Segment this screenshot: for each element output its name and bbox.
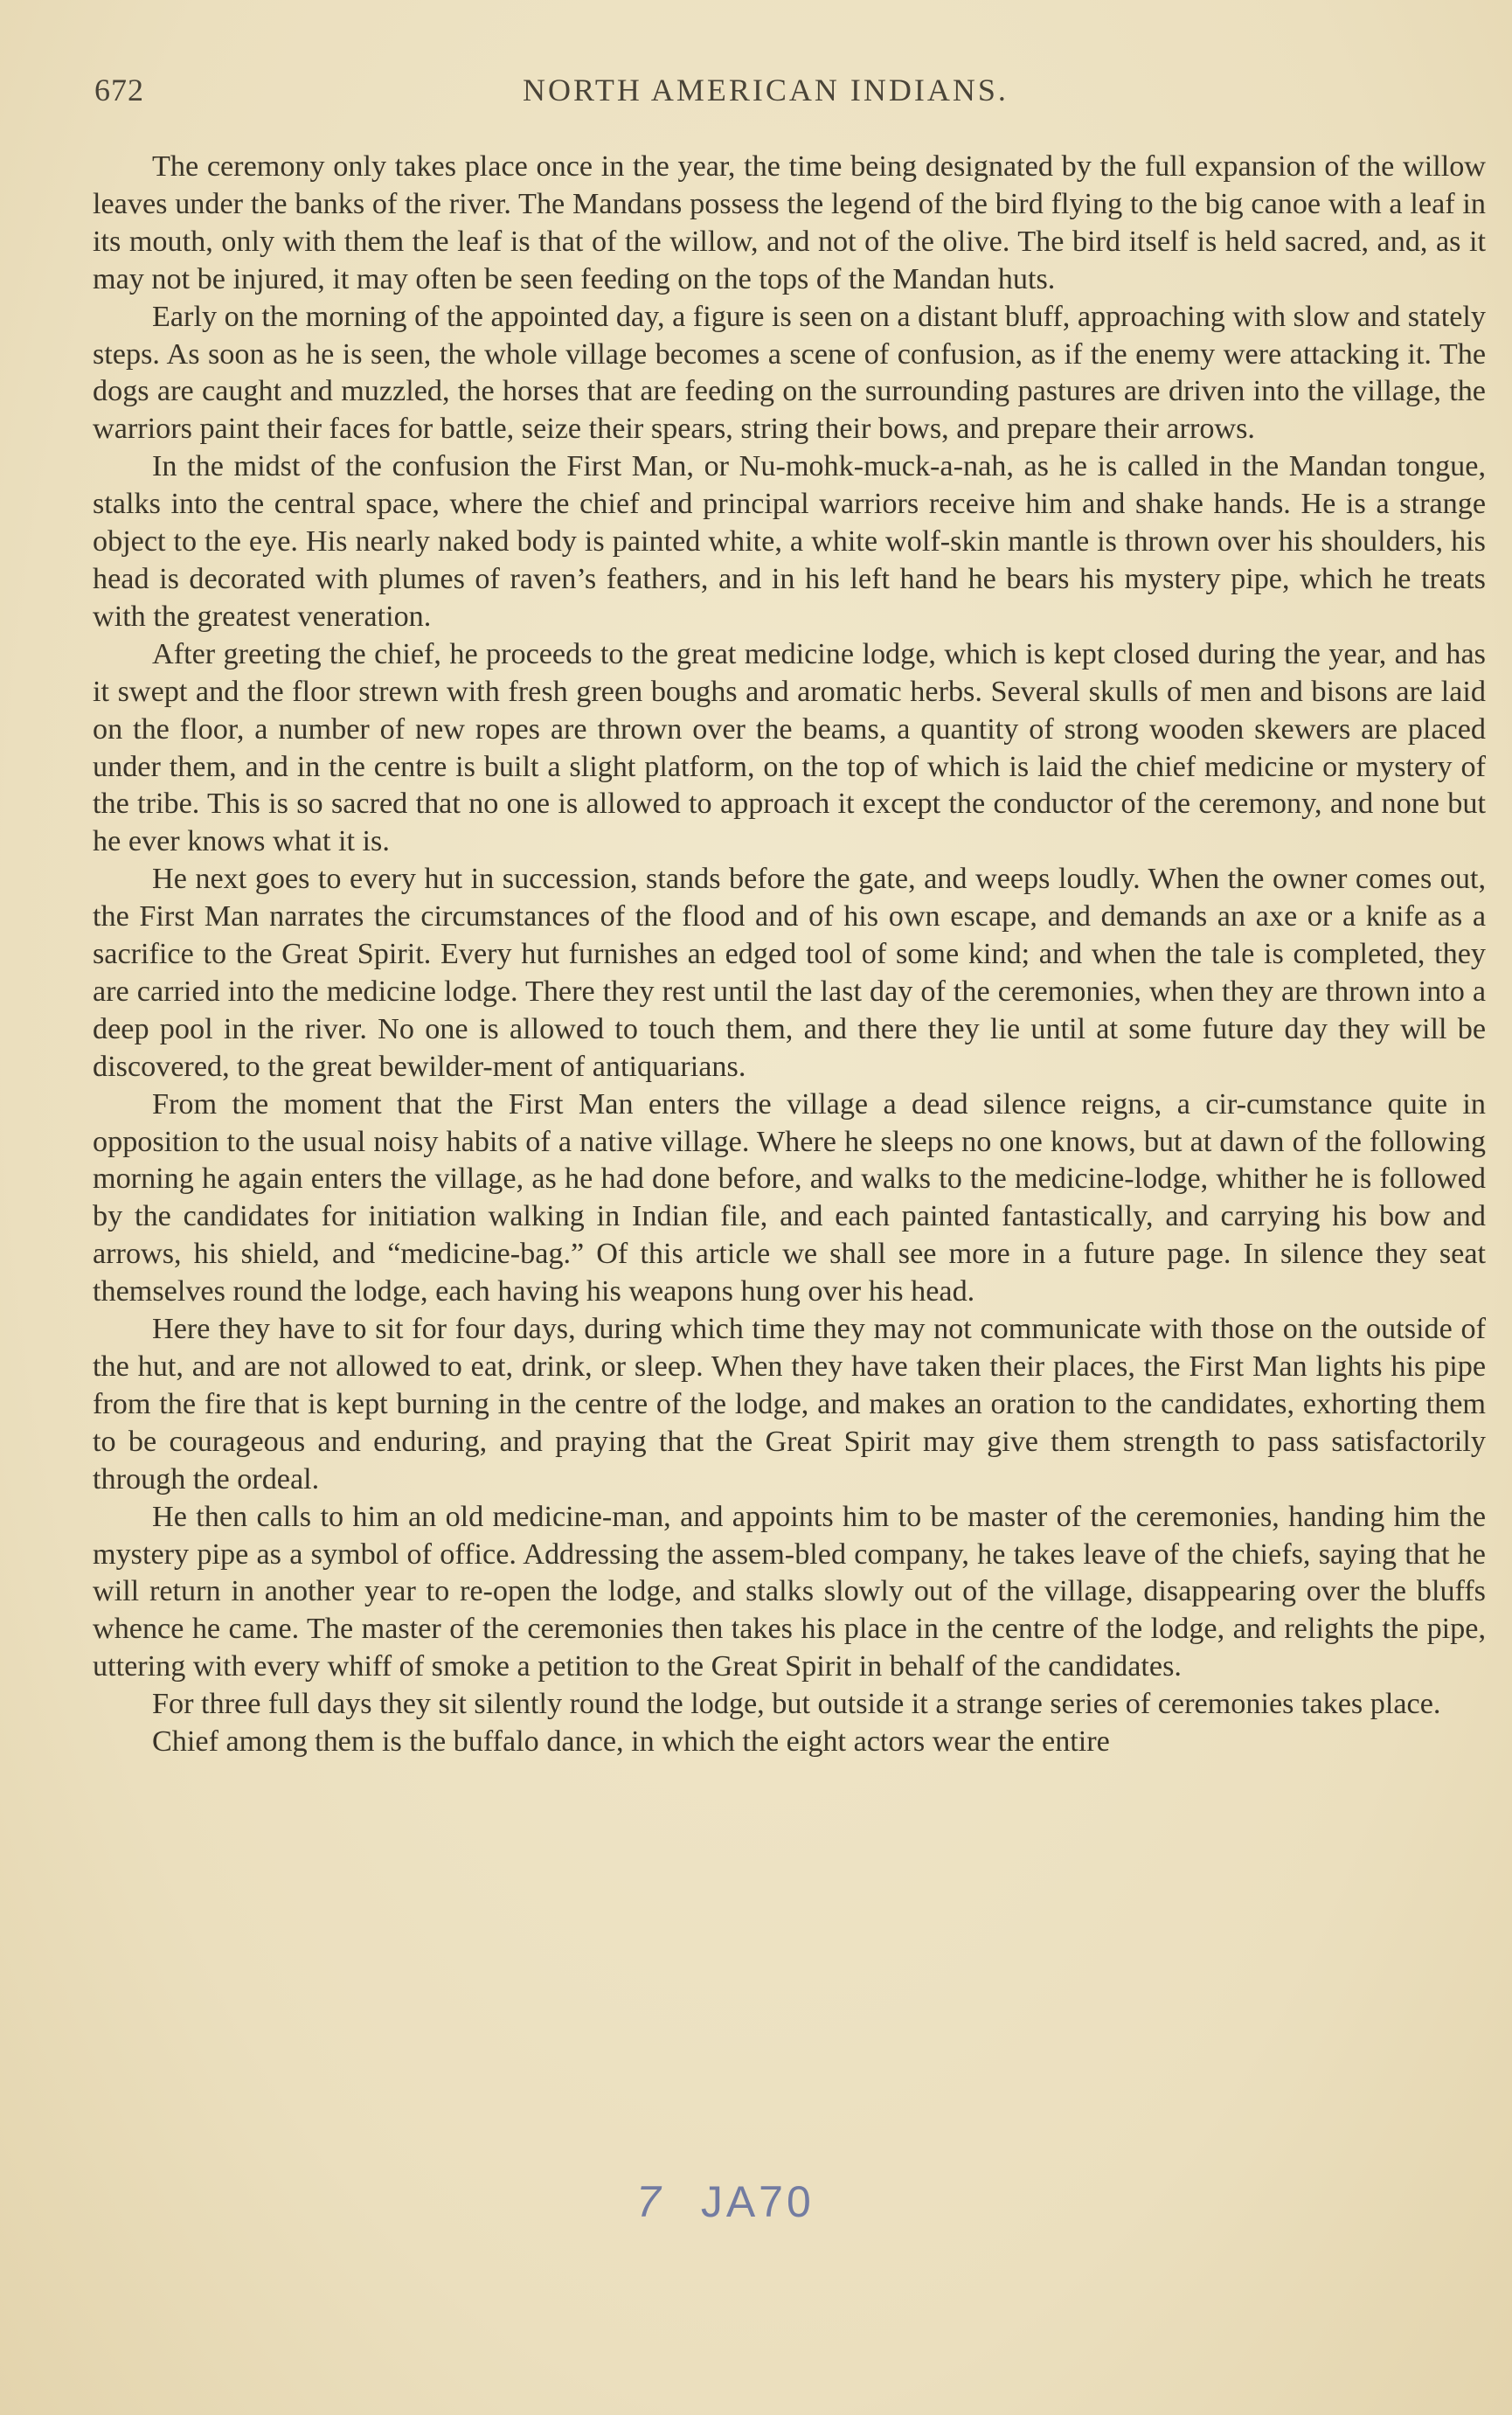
paragraph: From the moment that the First Man enters the village a dead silence reigns, a cir-cumstance quite in opposition to the usual noisy habits of a native village. Where he sleeps no one knows, but at dawn of the following morning he again enters the village, as he had done before, and walks to the medicine-lodge, whither he is followed by the candidates for initiation walking in Indian file, and each painted fantastically, and carrying his bow and arrows, his shield, and “medicine-bag.” Of this article we shall see more in a future page. In silence they seat themselves round the lodge, each having his weapons hung over his head. [93, 1087, 1486, 1308]
paragraph: Early on the morning of the appointed day, a figure is seen on a distant bluff, approaching with slow and stately steps. As soon as he is seen, the whole village becomes a scene of confusion, as if the enemy were attacking it. The dogs are caught and muzzled, the horses that are feeding on the surrounding pastures are driven into the village, the warriors paint their faces for battle, seize their spears, string their bows, and prepare their arrows. [93, 300, 1486, 446]
page-number: 672 [94, 73, 144, 108]
paragraph: For three full days they sit silently round the lodge, but outside it a strange series of ceremonies takes place. [152, 1688, 1441, 1721]
paragraph: He then calls to him an old medicine-man, and appoints him to be master of the ceremonies, handing him the mystery pipe as a symbol of office. Addressing the assem-bled company, he takes leave of the chiefs, saying that he will return in another year to re-open the lodge, and stalks slowly out of the village, disappearing over the bluffs whence he came. The master of the ceremonies then takes his place in the centre of the lodge, and relights the pipe, uttering with every whiff of smoke a petition to the Great Spirit in behalf of the candidates. [93, 1500, 1486, 1683]
paragraph: Chief among them is the buffalo dance, in which the eight actors wear the entire [152, 1725, 1110, 1759]
library-date-stamp [636, 2176, 815, 2227]
page-header [94, 72, 1484, 115]
running-head: NORTH AMERICAN INDIANS. [523, 73, 1009, 108]
stamp-code: JA70 [700, 2177, 815, 2226]
paragraph: The ceremony only takes place once in the year, the time being designated by the full expansion of the willow leaves under the banks of the river. The Mandans possess the legend of the bird flying to the big canoe with a leaf in its mouth, only with them the leaf is that of the willow, and not of the olive. The bird itself is held sacred, and, as it may not be injured, it may often be seen feeding on the tops of the Mandan huts. [93, 150, 1486, 295]
paragraph: Here they have to sit for four days, during which time they may not communicate with those on the outside of the hut, and are not allowed to eat, drink, or sleep. When they have taken their places, the First Man lights his pipe from the fire that is kept burning in the centre of the lodge, and makes an oration to the candidates, exhorting them to be courageous and enduring, and praying that the Great Spirit may give them strength to pass satisfactorily through the ordeal. [93, 1313, 1486, 1495]
paragraph: In the midst of the confusion the First Man, or Nu-mohk-muck-a-nah, as he is called in the Mandan tongue, stalks into the central space, where the chief and principal warriors receive him and shake hands. He is a strange object to the eye. His nearly naked body is painted white, a white wolf-skin mantle is thrown over his shoulders, his head is decorated with plumes of raven’s feathers, and in his left hand he bears his mystery pipe, which he treats with the greatest veneration. [93, 450, 1486, 633]
paragraph: He next goes to every hut in succession, stands before the gate, and weeps loudly. When the owner comes out, the First Man narrates the circumstances of the flood and of his own escape, and demands an axe or a knife as a sacrifice to the Great Spirit. Every hut furnishes an edged tool of some kind; and when the tale is completed, they are carried into the medicine lodge. There they rest until the last day of the ceremonies, when they are thrown into a deep pool in the river. No one is allowed to touch them, and there they lie until at some future day they will be discovered, to the great bewilder-ment of antiquarians. [93, 863, 1486, 1083]
paragraph: After greeting the chief, he proceeds to the great medicine lodge, which is kept closed during the year, and has it swept and the floor strewn with fresh green boughs and aromatic herbs. Several skulls of men and bisons are laid on the floor, a number of new ropes are thrown over the beams, a quantity of strong wooden skewers are placed under them, and in the centre is built a slight platform, on the top of which is laid the chief medicine or mystery of the tribe. This is so sacred that no one is allowed to approach it except the conductor of the ceremony, and none but he ever knows what it is. [93, 637, 1486, 858]
stamp-number: 7 [636, 2177, 664, 2226]
body-text [93, 149, 1486, 1761]
